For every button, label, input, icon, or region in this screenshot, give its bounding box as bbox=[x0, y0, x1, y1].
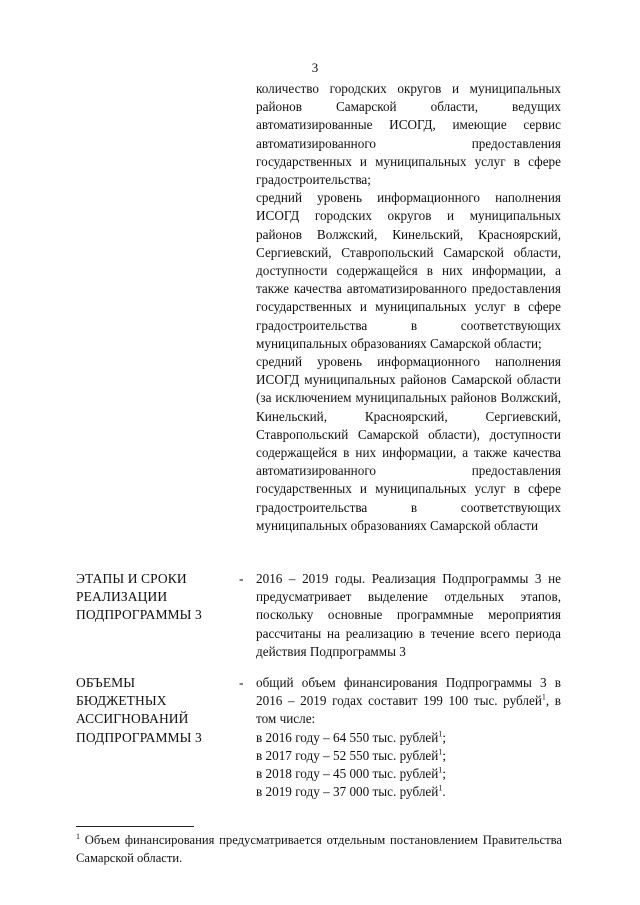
stages-label-line: ПОДПРОГРАММЫ 3 bbox=[76, 607, 202, 623]
year-allocation bbox=[256, 729, 561, 747]
stages-label bbox=[76, 570, 236, 625]
volumes-intro-text: общий объем финансирования Подпрограммы 3 в 2016 – 2019 годах составит 199 100 тыс. рублей bbox=[256, 675, 561, 709]
year-allocation bbox=[256, 747, 561, 765]
year-allocation-text: в 2018 году – 45 000 тыс. рублей bbox=[256, 766, 439, 782]
year-allocation-text: в 2016 году – 64 550 тыс. рублей bbox=[256, 729, 439, 745]
volumes-label-line: ПОДПРОГРАММЫ 3 bbox=[76, 729, 202, 745]
year-allocation bbox=[256, 765, 561, 783]
volumes-dash: - bbox=[239, 675, 244, 690]
year-allocation-end: ; bbox=[442, 766, 446, 782]
indicator-paragraph: средний уровень информационного наполнения ИСОГД городских округов и муниципальных районов Волжский, Кинельский, Красноярский, Сергиевский, Ставропольский Самарской области, доступности содержащейся в них информации, а также качества автоматизированного предоставления государственных и муниципальных услуг в сфере градостроительства в соответствующих муниципальных образованиях Самарской области; bbox=[256, 190, 561, 351]
footnote-ref: 1 bbox=[541, 692, 546, 702]
volumes-label-line: АССИГНОВАНИЙ bbox=[76, 711, 189, 727]
year-allocation-end: ; bbox=[442, 729, 446, 745]
volumes-label-line: ОБЪЕМЫ bbox=[76, 675, 136, 690]
footnote-ref: 1 bbox=[438, 747, 443, 757]
footnote bbox=[76, 831, 562, 867]
footnote-ref: 1 bbox=[438, 765, 443, 775]
footnote-divider bbox=[76, 826, 194, 827]
year-allocation-end: . bbox=[442, 784, 446, 800]
stages-description: 2016 – 2019 годы. Реализация Подпрограммы 3 не предусматривает выделение отдельных этапов, поскольку основные программные мероприятия рассчитаны на реализацию в течение всего периода действия Подпрограммы 3 bbox=[256, 571, 561, 659]
year-allocation bbox=[256, 783, 561, 801]
indicator-paragraph: количество городских округов и муниципальных районов Самарской области, ведущих автоматизированные ИСОГД, имеющие сервис автоматизированного предоставления государственных и муниципальных услуг в сфере градостроительства; bbox=[256, 81, 561, 188]
volumes-text bbox=[256, 674, 561, 801]
footnote-ref: 1 bbox=[438, 729, 443, 739]
year-allocation-text: в 2017 году – 52 550 тыс. рублей bbox=[256, 747, 439, 763]
volumes-label bbox=[76, 674, 236, 747]
volumes-label-line: БЮДЖЕТНЫХ bbox=[76, 693, 167, 709]
volumes-intro bbox=[256, 674, 561, 729]
footnote-text: Объем финансирования предусматривается отдельным постановлением Правительства Самарской области. bbox=[76, 833, 562, 865]
indicator-paragraph: средний уровень информационного наполнения ИСОГД муниципальных районов Самарской области (за исключением муниципальных районов Волжский, Кинельский, Красноярский, Сергиевский, Ставропольский Самарской области), доступности содержащейся в них информации, а также качества автоматизированного предоставления государственных и муниципальных услуг в сфере градостроительства в соответствующих муниципальных образованиях Самарской области bbox=[256, 354, 561, 533]
page-number: 3 bbox=[311, 60, 319, 75]
indicators-block bbox=[256, 80, 561, 535]
footnote-mark: 1 bbox=[76, 831, 80, 841]
year-allocation-text: в 2019 году – 37 000 тыс. рублей bbox=[256, 784, 439, 800]
footnote-ref: 1 bbox=[438, 783, 443, 793]
stages-label-line: ЭТАПЫ И СРОКИ bbox=[76, 571, 187, 586]
stages-label-line: РЕАЛИЗАЦИИ bbox=[76, 589, 168, 605]
stages-text bbox=[256, 570, 561, 661]
year-allocation-end: ; bbox=[442, 747, 446, 763]
stages-dash: - bbox=[239, 571, 244, 586]
volumes-intro-tail: , в том числе: bbox=[256, 693, 562, 727]
